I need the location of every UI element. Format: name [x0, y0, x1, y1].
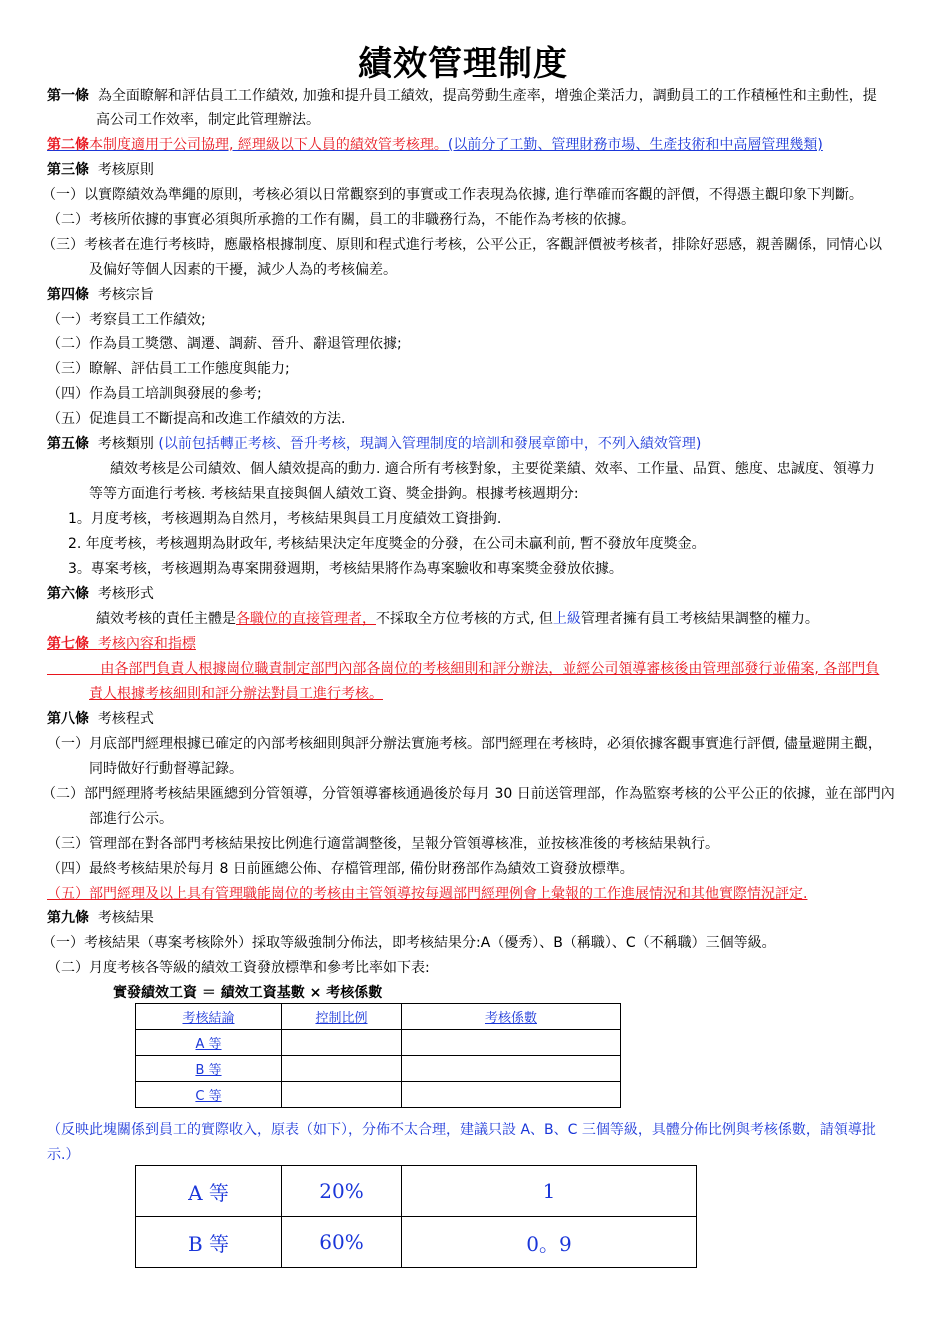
article-6-text-b: 不採取全方位考核的方式, 但	[376, 611, 553, 627]
article-6-text-highlight: 各職位的直接管理者，	[236, 611, 376, 627]
article-3-item-2: （二）考核所依據的事實必須與所承擔的工作有關，員工的非職務行為，不能作為考核的依據。	[47, 212, 635, 228]
article-8-item-3: （三）管理部在對各部門考核結果按比例進行適當調整後，呈報分管領導核准，並按核准後的考核結果執行。	[47, 836, 719, 852]
article-5-para-line-1: 績效考核是公司績效、個人績效提高的動力. 適合所有考核對象，主要從業績、效率、工作量、品質、態度、忠誠度、領導力	[110, 461, 875, 477]
article-7-line-1	[47, 660, 879, 678]
article-2-line	[47, 136, 823, 154]
article-4-heading	[47, 286, 154, 304]
article-4-item: （一）考察員工工作績效;	[47, 312, 206, 328]
article-3-heading	[47, 161, 154, 179]
article-9-label: 第九條	[47, 910, 89, 926]
article-5-title: 考核類別	[97, 436, 154, 452]
original-grade-table	[135, 1165, 697, 1268]
article-5-item: 1。月度考核，考核週期為自然月，考核結果與員工月度績效工資掛鉤.	[68, 511, 502, 527]
article-9-item-1: （一）考核結果（專案考核除外）採取等級強制分佈法，即考核結果分:A（優秀）、B（稱職）、C（不稱職）三個等級。	[42, 935, 776, 951]
article-7-label: 第七條	[47, 636, 89, 652]
article-7-heading	[47, 635, 196, 653]
article-4-item: （四）作為員工培訓與發展的參考;	[47, 386, 262, 402]
article-8-item-5: （五）部門經理及以上具有管理職能崗位的考核由主管領導按每週部門經理例會上彙報的工作進展情況和其他實際情況評定.	[47, 886, 808, 902]
article-6-text	[96, 610, 819, 628]
article-6-text-c: 管理者擁有員工考核結果調整的權力。	[580, 611, 819, 627]
article-1-label: 第一條	[47, 88, 89, 104]
table-cell-coef: 1	[402, 1166, 697, 1217]
article-4-title: 考核宗旨	[97, 287, 154, 303]
pay-formula: 實發績效工資 ＝ 績效工資基數 × 考核係數	[113, 985, 383, 1001]
table-cell-grade: A 等	[136, 1166, 282, 1217]
table-cell-grade: C 等	[136, 1082, 282, 1108]
article-9-heading	[47, 909, 154, 927]
article-8-item-1-line-2: 同時做好行動督導記錄。	[89, 761, 243, 777]
article-4-label: 第四條	[47, 287, 89, 303]
article-1-line-1	[47, 87, 877, 105]
article-2-scope-text: 本制度適用于公司協理, 經理級以下人員的績效管考核理。	[89, 137, 448, 153]
table-header-cell: 考核結論	[136, 1004, 282, 1030]
article-3-title: 考核原則	[97, 162, 154, 178]
article-6-title: 考核形式	[97, 586, 154, 602]
article-5-note: (以前包括轉正考核、晉升考核，現調入管理制度的培訓和發展章節中，不列入績效管理)	[158, 436, 702, 452]
article-5-item: 3。專案考核，考核週期為專案開發週期，考核結果將作為專案驗收和專案獎金發放依據。	[68, 561, 623, 577]
article-1-line-2: 高公司工作效率，制定此管理辦法。	[96, 112, 320, 128]
blue-note-line-2: 示.）	[47, 1147, 80, 1163]
table-cell-coef	[402, 1082, 621, 1108]
article-2-label: 第二條	[47, 137, 89, 153]
table-row	[136, 1056, 621, 1082]
article-4-item: （二）作為員工獎懲、調遷、調薪、晉升、辭退管理依據;	[47, 336, 402, 352]
article-5-item: 2. 年度考核，考核週期為財政年, 考核結果決定年度獎金的分發，在公司未贏利前, 暫不發放年度獎金。	[68, 536, 706, 552]
table-header-cell: 控制比例	[282, 1004, 402, 1030]
article-3-item-3-line-1: （三）考核者在進行考核時，應嚴格根據制度、原則和程式進行考核，公平公正，客觀評價被考核者，排除好惡感，親善關係，同情心以	[42, 237, 882, 253]
table-cell-grade: A 等	[136, 1030, 282, 1056]
article-1-text: 為全面瞭解和評估員工工作績效, 加強和提升員工績效，提高勞動生產率，增強企業活力，調動員工的工作積極性和主動性，提	[97, 88, 877, 104]
table-row	[136, 1217, 697, 1268]
article-5-heading	[47, 435, 701, 453]
article-4-item: （三）瞭解、評估員工工作態度與能力;	[47, 361, 290, 377]
article-8-label: 第八條	[47, 711, 89, 727]
table-cell-ratio	[282, 1056, 402, 1082]
table-header-cell: 考核係數	[402, 1004, 621, 1030]
article-5-para-line-2: 等等方面進行考核. 考核結果直接與個人績效工資、獎金掛鉤。根據考核週期分:	[89, 486, 579, 502]
article-6-text-blue: 上級	[552, 611, 581, 627]
table-cell-coef	[402, 1056, 621, 1082]
table-row	[136, 1166, 697, 1217]
table-cell-ratio: 20%	[282, 1166, 402, 1217]
article-4-item: （五）促進員工不斷提高和改進工作績效的方法.	[47, 411, 346, 427]
article-3-item-3-line-2: 及偏好等個人因素的干擾，減少人為的考核偏差。	[89, 262, 397, 278]
table-cell-grade: B 等	[136, 1056, 282, 1082]
article-7-title: 考核內容和指標	[97, 636, 196, 652]
table-cell-grade: B 等	[136, 1217, 282, 1268]
article-8-heading	[47, 710, 154, 728]
document-title: 績效管理制度	[358, 44, 568, 84]
article-2-note: (以前分了工勤、管理財務市場、生產技術和中高層管理幾類)	[447, 137, 823, 153]
table-cell-coef	[402, 1030, 621, 1056]
article-9-title: 考核結果	[97, 910, 154, 926]
table-cell-coef: 0。9	[402, 1217, 697, 1268]
article-8-title: 考核程式	[97, 711, 154, 727]
article-8-item-4: （四）最終考核結果於每月 8 日前匯總公佈、存檔管理部, 備份財務部作為績效工資發放標準。	[47, 861, 634, 877]
article-6-label: 第六條	[47, 586, 89, 602]
table-cell-ratio	[282, 1082, 402, 1108]
article-7-text-1: 由各部門負責人根據崗位職責制定部門內部各崗位的考核細則和評分辦法，並經公司領導審核後由管理部發行並備案, 各部門負	[100, 661, 880, 677]
article-8-item-2-line-1: （二）部門經理將考核結果匯總到分管領導，分管領導審核通過後於每月 30 日前送管理部，作為監察考核的公平公正的依據，並在部門內	[42, 786, 895, 802]
table-row	[136, 1030, 621, 1056]
table-cell-ratio	[282, 1030, 402, 1056]
article-6-heading	[47, 585, 154, 603]
grade-ratio-table	[135, 1003, 621, 1108]
article-8-item-2-line-2: 部進行公示。	[89, 811, 173, 827]
article-8-item-1-line-1: （一）月底部門經理根據已確定的內部考核細則與評分辦法實施考核。部門經理在考核時，必須依據客觀事實進行評價, 儘量避開主觀，	[47, 736, 882, 752]
table-cell-ratio: 60%	[282, 1217, 402, 1268]
article-6-text-a: 績效考核的責任主體是	[96, 611, 236, 627]
table-header-row	[136, 1004, 621, 1030]
article-9-item-2: （二）月度考核各等級的績效工資發放標準和參考比率如下表:	[47, 960, 430, 976]
article-5-label: 第五條	[47, 436, 89, 452]
article-3-label: 第三條	[47, 162, 89, 178]
blue-note-line-1: （反映此塊關係到員工的實際收入，原表（如下），分佈不太合理，建議只設 A、B、C 三個等級，具體分佈比例與考核係數，請領導批	[47, 1122, 876, 1138]
table-row	[136, 1082, 621, 1108]
article-3-item-1: （一）以實際績效為準繩的原則，考核必須以日常觀察到的事實或工作表現為依據, 進行準確而客觀的評價，不得憑主觀印象下判斷。	[42, 187, 863, 203]
article-7-line-2: 責人根據考核細則和評分辦法對員工進行考核。	[89, 686, 383, 702]
